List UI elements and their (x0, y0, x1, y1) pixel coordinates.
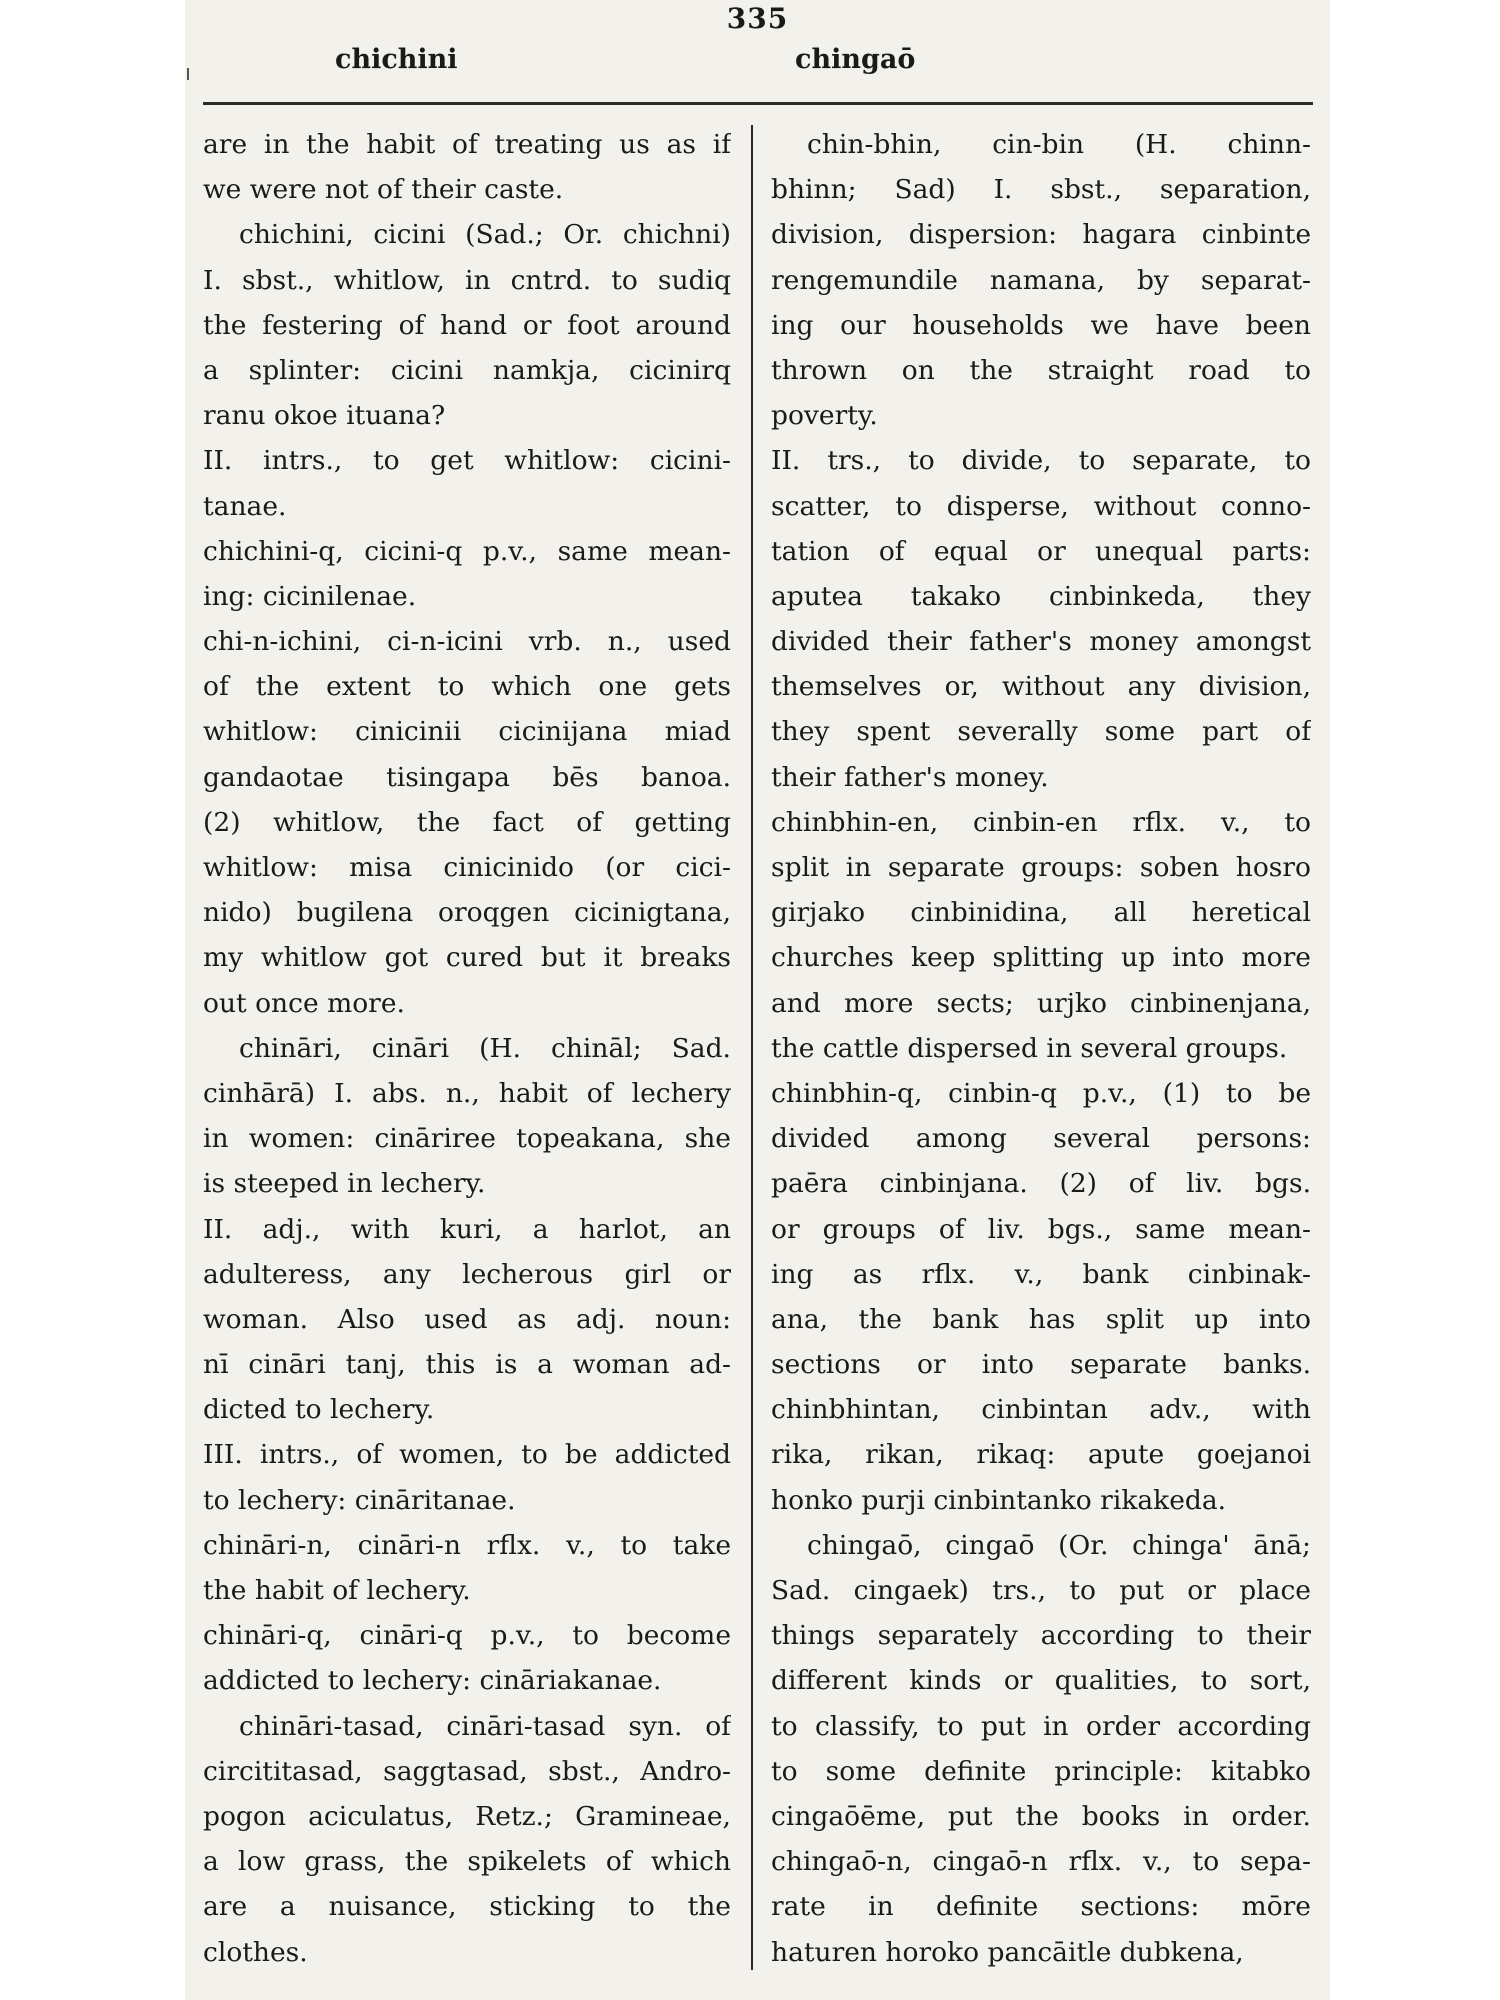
text-line: addicted to lechery: cināriakanae. (203, 1665, 662, 1697)
text-line: sections or into separate banks. (771, 1349, 1311, 1381)
text-line: chichini, cicini (Sad.; Or. chichni) (239, 219, 731, 251)
text-line: split in separate groups: soben hosro (771, 852, 1311, 883)
text-line: rate in definite sections: mōre (771, 1891, 1311, 1923)
left-text-column (203, 122, 731, 1975)
text-line: circititasad, saggtasad, sbst., Andro- (203, 1755, 731, 1787)
text-line: chin-bhin, cin-bin (H. chinn- (807, 129, 1311, 160)
text-line: to classify, to put in order according (771, 1710, 1311, 1742)
text-line: things separately according to their (771, 1620, 1311, 1652)
text-line: haturen horoko pancāitle dubkena, (771, 1936, 1244, 1968)
text-line: thrown on the straight road to (771, 354, 1311, 386)
text-line: chināri, cināri (H. chināl; Sad. (239, 1032, 731, 1064)
text-line: adulteress, any lecherous girl or (203, 1258, 731, 1290)
text-line: my whitlow got cured but it breaks (203, 942, 731, 974)
text-line: whitlow: cinicinii cicinijana miad (203, 716, 731, 748)
text-line: we were not of their caste. (203, 174, 564, 206)
text-line: cingaōēme, put the books in order. (771, 1800, 1311, 1832)
text-line: (2) whitlow, the fact of getting (203, 806, 731, 838)
text-line: ing: cicinilenae. (203, 580, 417, 612)
text-line: ranu okoe ituana? (203, 400, 446, 432)
text-line: rika, rikan, rikaq: apute goejanoi (771, 1439, 1311, 1471)
margin-mark (187, 68, 189, 80)
text-line: themselves or, without any division, (771, 671, 1311, 703)
text-line: clothes. (203, 1936, 308, 1968)
text-line: different kinds or qualities, to sort, (771, 1665, 1311, 1697)
text-line: in women: cināriree topeakana, she (203, 1123, 731, 1155)
text-line: chi-n-ichini, ci-n-icini vrb. n., used (203, 626, 731, 658)
text-line: dicted to lechery. (203, 1394, 435, 1426)
text-line: nido) bugilena oroqgen cicinigtana, (203, 897, 731, 929)
dictionary-page (185, 0, 1330, 2000)
text-line: paēra cinbinjana. (2) of liv. bgs. (771, 1168, 1311, 1200)
text-line: the festering of hand or foot around (203, 309, 731, 341)
text-line: woman. Also used as adj. noun: (203, 1303, 731, 1335)
text-line: they spent severally some part of (771, 716, 1311, 748)
text-line: a splinter: cicini namkja, cicinirq (203, 354, 731, 386)
text-line: to some definite principle: kitabko (771, 1755, 1311, 1787)
text-line: gandaotae tisingapa bēs banoa. (203, 761, 731, 793)
text-line: divided their father's money amongst (771, 626, 1311, 658)
column-divider (751, 125, 753, 1970)
text-line: divided among several persons: (771, 1123, 1311, 1155)
text-line: or groups of liv. bgs., same mean- (771, 1213, 1311, 1245)
text-line: ana, the bank has split up into (771, 1303, 1311, 1335)
text-line: II. intrs., to get whitlow: cicini- (203, 445, 731, 477)
text-line: pogon aciculatus, Retz.; Gramineae, (203, 1800, 731, 1832)
text-line: ing as rflx. v., bank cinbinak- (771, 1258, 1311, 1290)
text-line: division, dispersion: hagara cinbinte (771, 219, 1311, 251)
text-line: I. sbst., whitlow, in cntrd. to sudiq (203, 264, 731, 296)
text-line: honko purji cinbintanko rikakeda. (771, 1484, 1227, 1516)
text-line: chināri-tasad, cināri-tasad syn. of (239, 1710, 731, 1742)
header-rule (203, 102, 1313, 105)
text-line: to lechery: cināritanae. (203, 1484, 516, 1516)
text-line: ing our households we have been (771, 309, 1311, 341)
text-line: the habit of lechery. (203, 1575, 471, 1606)
text-line: chinbhin-en, cinbin-en rflx. v., to (771, 806, 1311, 838)
text-line: are a nuisance, sticking to the (203, 1891, 731, 1923)
text-line: the cattle dispersed in several groups. (771, 1032, 1288, 1064)
text-line: and more sects; urjko cinbinenjana, (771, 987, 1311, 1019)
text-line: II. trs., to divide, to separate, to (771, 445, 1311, 477)
text-line: their father's money. (771, 761, 1049, 793)
text-line: scatter, to disperse, without conno- (771, 490, 1311, 522)
text-line: chināri-n, cināri-n rflx. v., to take (203, 1529, 731, 1561)
text-line: girjako cinbinidina, all heretical (771, 897, 1311, 929)
text-line: of the extent to which one gets (203, 671, 731, 703)
text-line: churches keep splitting up into more (771, 942, 1311, 974)
text-line: are in the habit of treating us as if (203, 129, 731, 160)
left-running-head: chichini (335, 44, 458, 75)
text-line: chinbhintan, cinbintan adv., with (771, 1394, 1311, 1426)
text-line: chināri-q, cināri-q p.v., to become (203, 1620, 731, 1652)
text-line: tanae. (203, 490, 287, 522)
text-line: out once more. (203, 987, 405, 1019)
text-line: whitlow: misa cinicinido (or cici- (203, 852, 731, 883)
text-line: nī cināri tanj, this is a woman ad- (203, 1349, 731, 1381)
text-line: II. adj., with kuri, a harlot, an (203, 1213, 731, 1245)
page-number: 335 (726, 2, 789, 35)
right-text-column (771, 122, 1311, 1975)
text-line: is steeped in lechery. (203, 1168, 486, 1200)
text-line: poverty. (771, 400, 878, 432)
text-line: Sad. cingaek) trs., to put or place (771, 1575, 1311, 1606)
text-line: tation of equal or unequal parts: (771, 535, 1311, 567)
right-running-head: chingaō (795, 44, 916, 75)
text-line: bhinn; Sad) I. sbst., separation, (771, 174, 1311, 206)
text-line: rengemundile namana, by separat- (771, 264, 1311, 296)
text-line: III. intrs., of women, to be addicted (203, 1439, 731, 1471)
text-line: a low grass, the spikelets of which (203, 1846, 731, 1878)
text-line: aputea takako cinbinkeda, they (771, 580, 1311, 612)
text-line: cinhārā) I. abs. n., habit of lechery (203, 1077, 731, 1109)
text-line: chichini-q, cicini-q p.v., same mean- (203, 535, 731, 567)
text-line: chingaō-n, cingaō-n rflx. v., to sepa- (771, 1846, 1311, 1878)
text-line: chingaō, cingaō (Or. chinga' ānā; (807, 1529, 1311, 1561)
text-line: chinbhin-q, cinbin-q p.v., (1) to be (771, 1077, 1311, 1109)
